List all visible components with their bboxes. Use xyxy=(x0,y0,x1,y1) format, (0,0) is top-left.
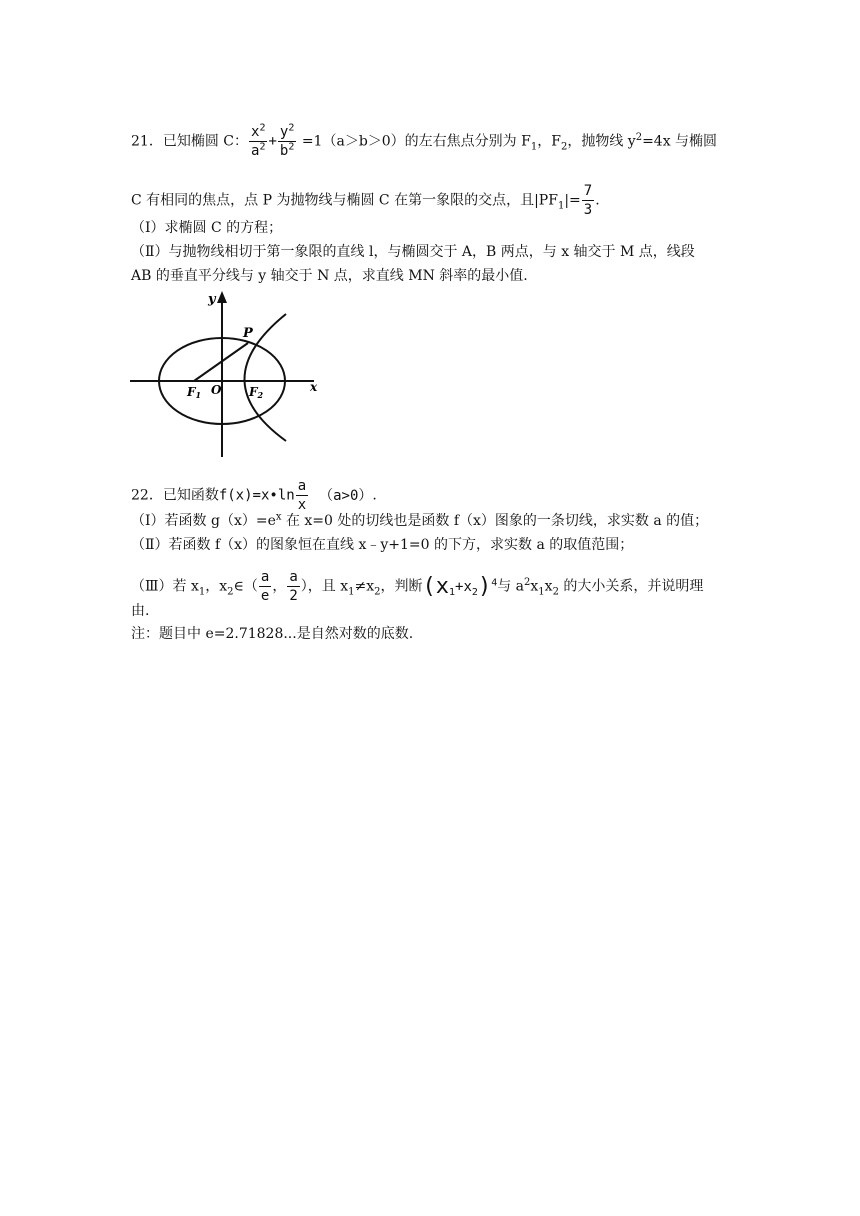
q22-part3-j: 的大小关系，并说明理 xyxy=(558,578,704,595)
q22-period: . xyxy=(372,487,377,504)
q22-interval-sep: ， xyxy=(272,578,287,595)
q21-part2-line2: AB 的垂直平分线与 y 轴交于 N 点，求直线 MN 斜率的最小值. xyxy=(131,268,528,284)
q22-part3-d: ），且 x xyxy=(300,578,349,595)
q22-frac-a-2: $\frac{a}{2}$ xyxy=(289,569,298,604)
y-label: y xyxy=(208,292,216,307)
f2-label: F2 xyxy=(249,385,264,400)
q22-part3-line1: （Ⅲ）若 $x_1$，$x_2\in$（ $\frac{a}{e}$ ， $\frac{a}{2}$ ），且 $x_1\ne x_2$，判断$(x_1+x_2)^4$与 $a^2x_1x_2$ 的大小关系，并说明理 xyxy=(131,569,704,604)
q22-line1 xyxy=(131,477,377,514)
q22-frac-a-x: $\frac{a}{x}$ xyxy=(297,478,307,513)
q21-frac-7-3: $\frac{7}{3}$ xyxy=(583,183,593,218)
q22-intro: 已知函数 xyxy=(162,487,219,504)
q22-frac-a-e: $\frac{a}{e}$ xyxy=(260,569,270,604)
q21-parabola-end: =4x 与椭圆 xyxy=(642,133,718,150)
p-label: P xyxy=(243,326,253,341)
q22-part3-b: ，x xyxy=(205,578,228,595)
x-label: x xyxy=(310,380,318,394)
q22-part3-a: （Ⅲ）若 x xyxy=(131,578,199,595)
q21-sep: ，F xyxy=(537,133,561,150)
q21-parabola: ，抛物线 y xyxy=(567,133,636,150)
q21-line2-text: C 有相同的焦点，点 P 为抛物线与椭圆 C 在第一象限的交点，且 xyxy=(131,192,535,209)
q22-part3-i: x xyxy=(544,578,553,595)
q22-condition: （a>0） xyxy=(319,487,373,504)
q21-period: . xyxy=(595,192,600,209)
q21-part1: （I）求椭圆 C 的方程； xyxy=(131,220,283,236)
q21-intro: 已知椭圆 C： xyxy=(162,133,248,150)
q22-part3-h: x xyxy=(530,578,539,595)
ellipse-parabola-figure xyxy=(128,289,332,459)
y-axis-arrow xyxy=(217,291,227,303)
q21-equals: =1 xyxy=(297,133,323,150)
q21-pf1: |PF xyxy=(534,192,558,209)
q21-number: 21． xyxy=(131,133,163,150)
q22-note: 注：题目中 e=2.71828...是自然对数的底数. xyxy=(131,626,414,642)
q21-plus: + xyxy=(268,133,277,150)
q22-expression: $(x_1+x_2)^4$ xyxy=(422,573,498,599)
q21-condition: （a＞b＞0）的左右焦点分别为 F xyxy=(322,133,531,150)
q22-part3-e: ≠x xyxy=(354,578,375,595)
q21-pf1-eq: |= xyxy=(564,192,581,209)
q22-part1 xyxy=(131,511,708,531)
q22-part2: （Ⅱ）若函数 f（x）的图象恒在直线 x﹣y+1=0 的下方，求实数 a 的取值范围； xyxy=(131,537,634,553)
f1-label: F1 xyxy=(187,385,202,400)
q22-part3-line2: 由. xyxy=(131,603,150,619)
q22-part1-sup: x xyxy=(275,511,282,523)
o-label: O xyxy=(211,383,222,397)
q22-part1-b: 在 x=0 处的切线也是函数 f（x）图象的一条切线，求实数 a 的值； xyxy=(281,513,709,529)
q22-part3-g: 与 a xyxy=(497,578,525,595)
q22-part1-a: （Ⅰ）若函数 g（x）=e xyxy=(131,513,276,529)
q22-number: 22． xyxy=(131,487,163,504)
q21-part2-line1: （Ⅱ）与抛物线相切于第一象限的直线 l，与椭圆交于 A，B 两点，与 x 轴交于 M 点，线段 xyxy=(131,244,695,260)
q22-part3-f: ，判断 xyxy=(380,578,423,595)
q21-frac-x: $\frac{x^2}{a^2}$ xyxy=(251,122,266,159)
q21-line1: 21．已知椭圆 C： $\frac{x^2}{a^2}$ + $\frac{y^2}{b^2}$ =1（a＞b＞0）的左右焦点分别为 $F_1$，$F_2$，抛物线 $y^2=4x$ 与椭圆 xyxy=(131,122,718,159)
q22-part3-c: ∈（ xyxy=(233,578,258,595)
q22-fx: f(x)=x•ln xyxy=(218,487,295,504)
q21-line2: C 有相同的焦点，点 P 为抛物线与椭圆 C 在第一象限的交点，且$|PF_1|=$ $\frac{7}{3}$ . xyxy=(131,183,600,218)
q21-frac-y: $\frac{y^2}{b^2}$ xyxy=(279,122,295,159)
